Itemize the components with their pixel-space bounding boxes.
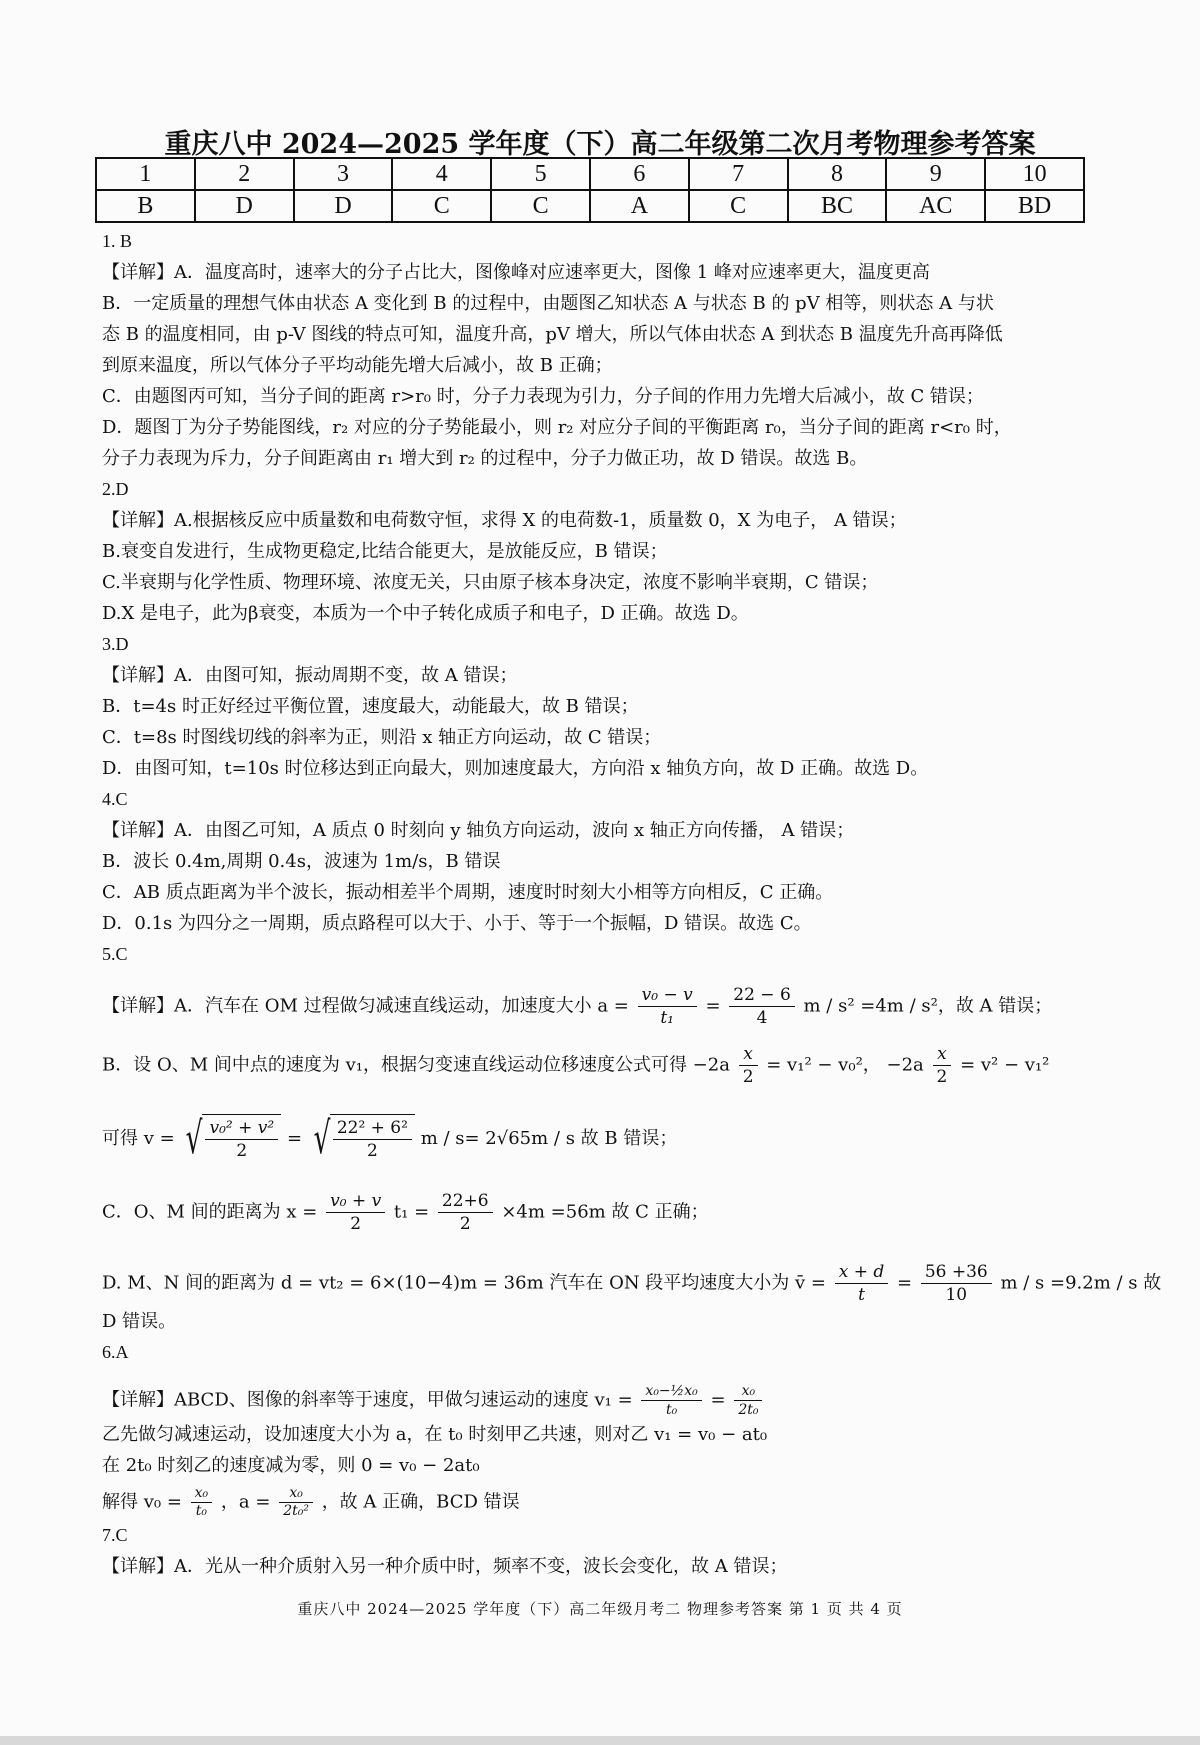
solution-line: D．由图可知，t=10s 时位移达到正向最大，则加速度最大，方向沿 x 轴负方向，故 D 正确。故选 D。 [102, 758, 929, 779]
formula-text: D. M、N 间的距离为 d = vt₂ = 6×(10−4)m = 36m 汽车在 ON 段平均速度大小为 v̄ = [102, 1272, 826, 1294]
solution-line: 【详解】A．温度高时，速率大的分子占比大，图像峰对应速率更大，图像 1 峰对应速率更大，温度更高 [102, 262, 930, 283]
formula-text: ×4m =56m 故 C 正确； [501, 1201, 709, 1223]
fraction-numerator: 56 +36 [921, 1261, 992, 1284]
table-cell: 10 [985, 158, 1084, 190]
fraction [205, 1117, 278, 1162]
fraction-denominator: 2 [742, 1067, 754, 1087]
formula-text: 【详解】A．汽车在 OM 过程做匀减速直线运动，加速度大小 a = [102, 995, 629, 1017]
fraction-denominator: 2t₀ [738, 1402, 759, 1418]
question-number: 1. B [102, 231, 133, 251]
formula-text: m / s =9.2m / s 故 [1000, 1272, 1162, 1294]
table-cell: C [689, 190, 788, 222]
fraction-numerator: 22+6 [438, 1190, 493, 1213]
formula-text: = v₁² − v₀²， −2a [766, 1054, 924, 1076]
solution-line: B．t=4s 时正好经过平衡位置，速度最大，动能最大，故 B 错误； [102, 696, 639, 717]
formula-text: m / s² =4m / s²，故 A 错误； [803, 995, 1053, 1017]
formula-text: t₁ = [393, 1201, 430, 1223]
solution-line: 在 2t₀ 时刻乙的速度减为零，则 0 = v₀ − 2at₀ [102, 1455, 480, 1476]
answer-table-number-row [96, 158, 1084, 190]
answer-table-answer-row [96, 190, 1084, 222]
fraction-numerator: x₀ [279, 1485, 313, 1503]
fraction [638, 984, 697, 1029]
table-cell: C [392, 190, 491, 222]
table-cell: 5 [491, 158, 590, 190]
formula-text: ，a = [220, 1491, 271, 1513]
formula-text: = [705, 995, 721, 1017]
question-number: 7.C [102, 1525, 128, 1545]
table-cell: 8 [788, 158, 887, 190]
fraction [933, 1043, 952, 1088]
table-cell: 2 [195, 158, 294, 190]
table-cell: BD [985, 190, 1084, 222]
fraction-denominator: 2 [350, 1214, 362, 1234]
fraction-numerator: v₀² + v² [205, 1117, 278, 1140]
fraction [921, 1261, 992, 1306]
formula-text: C．O、M 间的距离为 x = [102, 1201, 318, 1223]
question-number: 2.D [102, 479, 129, 499]
question-number: 4.C [102, 789, 128, 809]
solution-line: D．0.1s 为四分之一周期，质点路程可以大于、小于、等于一个振幅，D 错误。故选 C。 [102, 913, 812, 934]
fraction [729, 984, 795, 1029]
formula-text: ，故 A 正确，BCD 错误 [321, 1491, 520, 1513]
solution-line: B．波长 0.4m,周期 0.4s，波速为 1m/s，B 错误 [102, 851, 501, 872]
solution-line-formula [102, 1382, 1102, 1419]
table-cell: 1 [96, 158, 195, 190]
solution-line: B．一定质量的理想气体由状态 A 变化到 B 的过程中，由题图乙知状态 A 与状态 B 的 pV 相等，则状态 A 与状 [102, 293, 994, 314]
fraction-denominator: t [858, 1285, 865, 1305]
formula-text: 可得 v = [102, 1128, 175, 1149]
table-cell: 3 [294, 158, 393, 190]
question-number: 5.C [102, 944, 128, 964]
solutions-body [102, 226, 1162, 1582]
radical-sign: √ [186, 1113, 203, 1164]
radical-sign: √ [313, 1113, 331, 1164]
solution-line: 【详解】A．由图可知，振动周期不变，故 A 错误； [102, 665, 518, 686]
square-root [180, 1114, 281, 1164]
solution-line-formula [102, 1114, 1102, 1164]
fraction-numerator: 22² + 6² [333, 1117, 412, 1140]
table-cell: D [195, 190, 294, 222]
solution-line: C．t=8s 时图线切线的斜率为正，则沿 x 轴正方向运动，故 C 错误； [102, 727, 662, 748]
question-number: 6.A [102, 1342, 129, 1362]
table-cell: BC [788, 190, 887, 222]
formula-text: 【详解】ABCD、图像的斜率等于速度，甲做匀速运动的速度 v₁ = [102, 1389, 633, 1411]
fraction-denominator: t₀ [665, 1402, 678, 1418]
fraction [191, 1485, 213, 1520]
page-title: 重庆八中 2024—2025 学年度（下）高二年级第二次月考物理参考答案 [164, 129, 1036, 160]
fraction [326, 1190, 385, 1235]
formula-text: = [897, 1272, 913, 1294]
solution-line: B.衰变自发进行，生成物更稳定,比结合能更大，是放能反应，B 错误； [102, 541, 668, 562]
table-cell: C [491, 190, 590, 222]
formula-text: B．设 O、M 间中点的速度为 v₁，根据匀变速直线运动位移速度公式可得 −2a [102, 1054, 730, 1076]
fraction-denominator: t₁ [660, 1008, 674, 1028]
formula-text: m / s= 2√65m / s 故 B 错误； [420, 1128, 678, 1149]
solution-line: C．AB 质点距离为半个波长，振动相差半个周期，速度时时刻大小相等方向相反，C 正确。 [102, 882, 834, 903]
fraction-numerator: x₀−½x₀ [641, 1382, 701, 1401]
answer-table [95, 157, 1085, 223]
fraction-denominator: 2t₀² [283, 1503, 309, 1519]
solution-line: D 错误。 [102, 1311, 177, 1332]
fraction-denominator: t₀ [195, 1503, 208, 1519]
fraction-numerator: x [933, 1043, 952, 1066]
fraction-denominator: 2 [459, 1214, 471, 1234]
solution-line: 乙先做匀减速运动，设加速度大小为 a，在 t₀ 时刻甲乙共速，则对乙 v₁ = v₀ − at₀ [102, 1424, 768, 1445]
fraction [641, 1382, 701, 1419]
solution-line: C．由题图丙可知，当分子间的距离 r>r₀ 时，分子力表现为引力，分子间的作用力先增大后减小，故 C 错误； [102, 386, 984, 407]
fraction-denominator: 2 [936, 1067, 948, 1087]
fraction-denominator: 4 [756, 1008, 768, 1028]
fraction [734, 1382, 762, 1419]
fraction-numerator: x + d [835, 1261, 889, 1284]
question-number: 3.D [102, 634, 129, 654]
table-cell: A [590, 190, 689, 222]
table-cell: 6 [590, 158, 689, 190]
fraction [739, 1043, 758, 1088]
fraction-numerator: x₀ [734, 1382, 762, 1401]
fraction-denominator: 10 [945, 1285, 968, 1305]
fraction [835, 1261, 889, 1306]
solution-line-formula [102, 1485, 1102, 1520]
scan-edge [0, 1736, 1200, 1745]
solution-line: 【详解】A．光从一种介质射入另一种介质中时，频率不变，波长会变化，故 A 错误； [102, 1556, 788, 1577]
solution-line-formula [102, 1261, 1162, 1306]
fraction-denominator: 2 [236, 1141, 248, 1161]
solution-line: D．题图丁为分子势能图线，r₂ 对应的分子势能最小，则 r₂ 对应分子间的平衡距离 r₀，当分子间的距离 r<r₀ 时， [102, 417, 1012, 438]
fraction-numerator: v₀ + v [326, 1190, 385, 1213]
fraction-denominator: 2 [366, 1141, 378, 1161]
square-root [308, 1114, 415, 1164]
table-cell: B [96, 190, 195, 222]
solution-line-formula [102, 1043, 1102, 1088]
formula-text: 解得 v₀ = [102, 1491, 182, 1513]
table-cell: 7 [689, 158, 788, 190]
solution-line: C.半衰期与化学性质、物理环境、浓度无关，只由原子核本身决定，浓度不影响半衰期，C 错误； [102, 572, 879, 593]
solution-line: 分子力表现为斥力，分子间距离由 r₁ 增大到 r₂ 的过程中，分子力做正功，故 D 错误。故选 B。 [102, 448, 868, 469]
fraction-numerator: x [739, 1043, 758, 1066]
fraction [438, 1190, 493, 1235]
formula-text: = [286, 1128, 303, 1149]
solution-line: 【详解】A.根据核反应中质量数和电荷数守恒，求得 X 的电荷数-1，质量数 0，X 为电子， A 错误； [102, 510, 907, 531]
fraction-numerator: 22 − 6 [729, 984, 795, 1007]
table-cell: AC [886, 190, 985, 222]
solution-line: 到原来温度，所以气体分子平均动能先增大后减小，故 B 正确； [102, 355, 613, 376]
fraction [279, 1485, 313, 1520]
fraction-numerator: v₀ − v [638, 984, 697, 1007]
formula-text: = v² − v₁² [960, 1054, 1050, 1076]
page-footer: 重庆八中 2024—2025 学年度（下）高二年级月考二 物理参考答案 第 1 页 共 4 页 [297, 1600, 903, 1618]
fraction-numerator: x₀ [191, 1485, 213, 1503]
solution-line: D.X 是电子，此为β衰变，本质为一个中子转化成质子和电子，D 正确。故选 D。 [102, 603, 749, 624]
solution-line-formula [102, 1190, 1102, 1235]
table-cell: 4 [392, 158, 491, 190]
solution-line: 【详解】A．由图乙可知，A 质点 0 时刻向 y 轴负方向运动，波向 x 轴正方向传播， A 错误； [102, 820, 855, 841]
solution-line-formula [102, 984, 1102, 1029]
fraction [333, 1117, 412, 1162]
solution-line: 态 B 的温度相同，由 p-V 图线的特点可知，温度升高，pV 增大，所以气体由状态 A 到状态 B 温度先升高再降低 [102, 324, 1003, 345]
table-cell: D [294, 190, 393, 222]
formula-text: = [710, 1389, 726, 1411]
table-cell: 9 [886, 158, 985, 190]
